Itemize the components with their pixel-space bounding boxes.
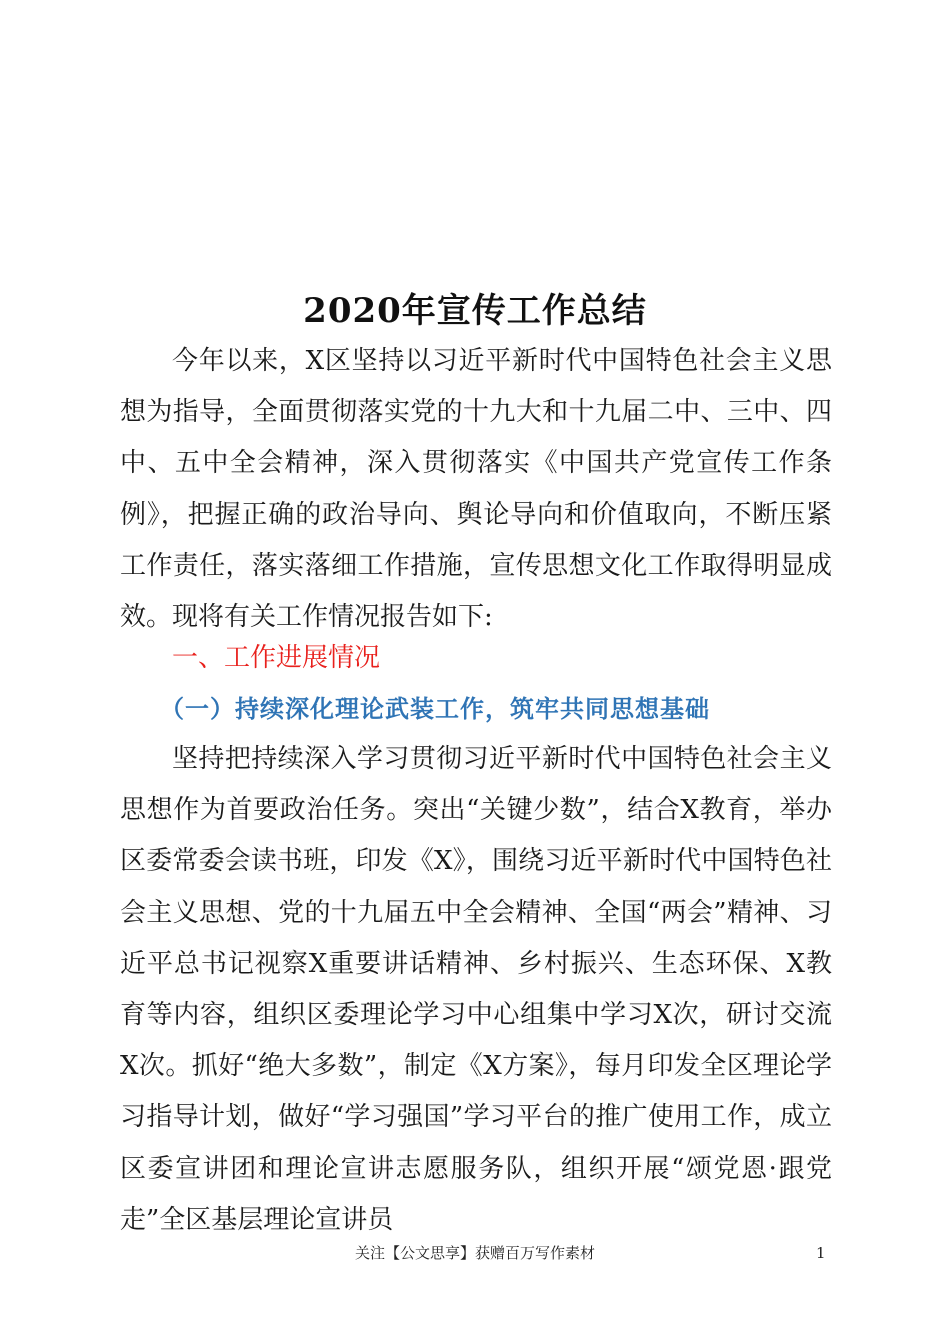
document-title: 2020年宣传工作总结 (303, 290, 647, 331)
section-heading-1: 一、工作进展情况 (172, 643, 381, 673)
subsection-heading-1: （一）持续深化理论武装工作，筑牢共同思想基础 (160, 694, 710, 723)
body-paragraph: 坚持把持续深入学习贯彻习近平新时代中国特色社会主义思想作为首要政治任务。突出“关键少数”，结合X教育，举办区委常委会读书班，印发《X》，围绕习近平新时代中国特色社会主义思想、党的十九届五中全会精神、全国“两会”精神、习近平总书记视察X重要讲话精神、乡村振兴、生态环保、X教育等内容，组织区委理论学习中心组集中学习X次，研讨交流X次。抓好“绝大多数”，制定《X方案》，每月印发全区理论学习指导计划，做好“学习强国”学习平台的推广使用工作，成立区委宣讲团和理论宣讲志愿服务队，组织开展“颂党恩·跟党走”全区基层理论宣讲员 (120, 744, 832, 1235)
page-footer: 关注【公文思享】获赠百万写作素材 (354, 1244, 595, 1262)
intro-paragraph: 今年以来，X区坚持以习近平新时代中国特色社会主义思想为指导，全面贯彻落实党的十九大和十九届二中、三中、四中、五中全会精神，深入贯彻落实《中国共产党宣传工作条例》，把握正确的政治导向、舆论导向和价值取向，不断压紧工作责任，落实落细工作措施，宣传思想文化工作取得明显成效。现将有关工作情况报告如下: (120, 346, 832, 633)
page-number: 1 (816, 1244, 826, 1262)
